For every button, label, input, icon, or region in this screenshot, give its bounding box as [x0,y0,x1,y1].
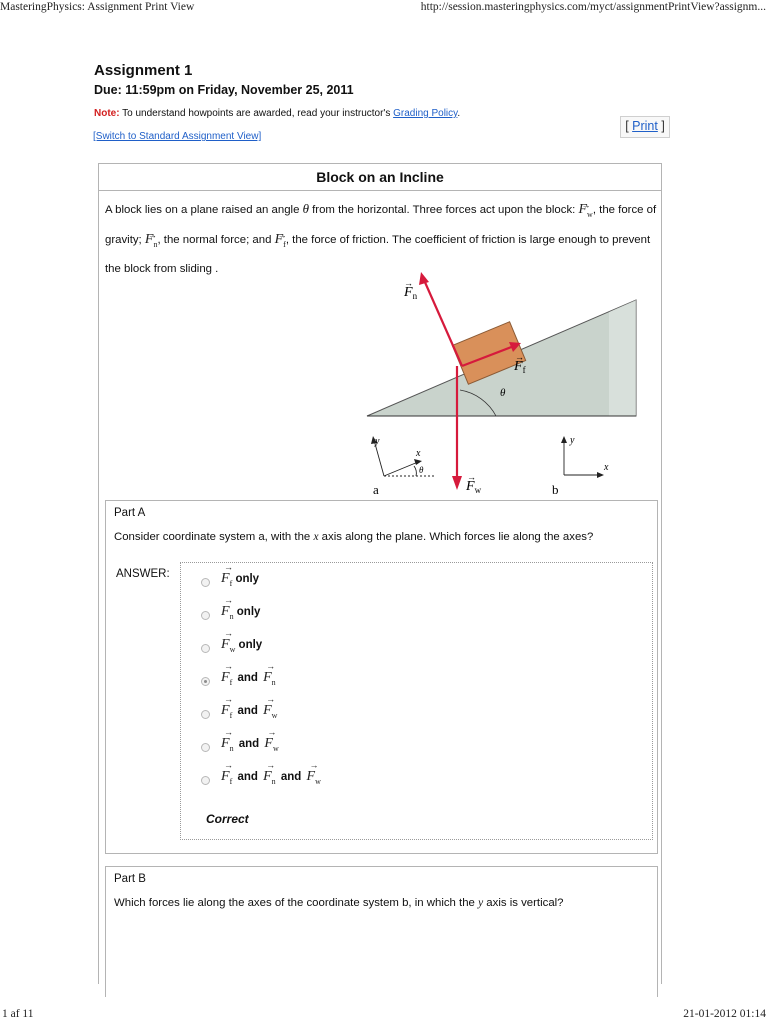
print-close: ] [657,119,665,133]
coord-a-theta: θ [419,465,424,475]
part-a-label: Part A [114,507,146,519]
page-counter: 1 af 11 [2,1008,34,1020]
radio-fw-only[interactable] [201,644,210,653]
fn-symbol: → $F_n$ [263,769,276,784]
theta-symbol: θ [302,201,309,216]
coord-a-label: a [373,482,379,497]
intro-text-3: , the force of gravity; [105,204,657,246]
coord-b-y: y [570,435,575,446]
ff-symbol: → $F_f$ [221,571,232,586]
radio-ff-fn-and-fw[interactable] [201,776,210,785]
grading-policy-link[interactable]: Grading Policy [393,108,458,119]
part-b-question [114,897,564,909]
figure-ff-sub: f [522,365,526,375]
option-text: and [237,771,258,783]
option-text: and [237,705,258,717]
switch-view-link[interactable]: [Switch to Standard Assignment View] [93,131,262,142]
ff-symbol: → $F_f$ [221,769,232,784]
note-text: To understand howpoints are awarded, read your instructor's [119,108,394,119]
intro-text-2: from the horizontal. Three forces act upon the block: [308,204,579,216]
radio-fn-only[interactable] [201,611,210,620]
force-friction-symbol [275,232,286,247]
fw-symbol: → $F_w$ [264,736,278,751]
problem-title: Block on an Incline [99,164,661,191]
due-date: Due: 11:59pm on Friday, November 25, 2011 [94,83,354,97]
note [94,108,460,119]
option-text: only [235,573,260,585]
figure-fw-sub: w [474,485,482,495]
radio-ff-only[interactable] [201,578,210,587]
coord-system-a [374,440,434,476]
coord-b-x: x [604,462,609,473]
option-text: only [238,639,263,651]
ff-symbol: → $F_f$ [221,670,232,685]
fw-sub: w [587,209,593,219]
answer-box [180,562,653,840]
part-a-q2: axis along the plane. Which forces lie along the axes? [318,531,594,543]
switch-view [93,131,261,142]
fw-symbol: → $F_w$ [221,637,235,652]
ff-symbol: → $F_f$ [221,703,232,718]
part-a-question [114,531,593,543]
part-b-label: Part B [114,873,146,885]
option-text: only [236,606,261,618]
print-datetime: 21-01-2012 01:14 [683,1008,766,1020]
option-text: and [238,738,260,750]
note-label: Note: [94,108,120,119]
intro-text-1: A block lies on a plane raised an angle [105,204,303,216]
coord-a-y: y [375,436,380,447]
radio-ff-and-fn[interactable] [201,677,210,686]
svg-text:→: → [404,278,413,288]
fw-symbol: → $F_w$ [307,769,321,784]
fw-letter: F [578,202,588,217]
figure-fw-letter: F [466,479,475,494]
fn-symbol: → $F_n$ [221,604,234,619]
intro-text-5: , the force of friction. The coefficient of friction is large enough to prevent the block from sliding . [105,233,651,275]
radio-ff-and-fw[interactable] [201,710,210,719]
ff-sub: f [283,239,286,249]
part-a [105,500,658,854]
feedback-correct: Correct [206,812,249,826]
fw-symbol: → $F_w$ [263,703,277,718]
problem-panel [98,163,662,984]
intro-text-4: , the normal force; and [157,233,275,246]
fn-symbol: → $F_n$ [263,670,276,685]
print-header [0,0,768,16]
part-b-q2: axis is vertical? [483,897,564,909]
part-a-q1: Consider coordinate system a, with the [114,531,314,543]
figure-fn-sub: n [412,291,418,301]
fn-letter: F [144,231,154,247]
print-footer [0,1006,768,1024]
figure-ff-letter: F [514,359,523,374]
ff-letter: F [274,231,284,247]
fn-symbol: → $F_n$ [221,736,234,751]
assignment-title: Assignment 1 [94,62,193,79]
answer-label: ANSWER: [116,568,170,580]
option-text: and [237,672,258,684]
option-text: and [280,771,302,783]
print-link[interactable]: Print [632,119,658,133]
figure-fn-letter: F [404,285,413,300]
fn-sub: n [153,239,158,249]
coord-b-label: b [552,482,559,497]
part-b-q1: Which forces lie along the axes of the coordinate system b, in which the [114,897,479,909]
part-b [105,866,658,997]
svg-text:→: → [515,352,524,362]
radio-fn-and-fw[interactable] [201,743,210,752]
note-end: . [457,108,461,119]
incline-figure [364,268,649,498]
print-open: [ [625,119,633,133]
part-a-qvar: x [313,531,319,543]
figure-theta: θ [500,387,506,399]
force-weight-symbol [578,202,592,217]
coord-a-x: x [416,448,421,459]
force-normal-symbol [145,232,158,247]
svg-text:→: → [467,472,476,482]
part-b-qvar: y [478,897,484,909]
page-url: http://session.masteringphysics.com/myct/assignmentPrintView?assignm... [420,1,766,13]
page-title: MasteringPhysics: Assignment Print View [0,1,195,13]
print-button[interactable] [620,116,670,138]
